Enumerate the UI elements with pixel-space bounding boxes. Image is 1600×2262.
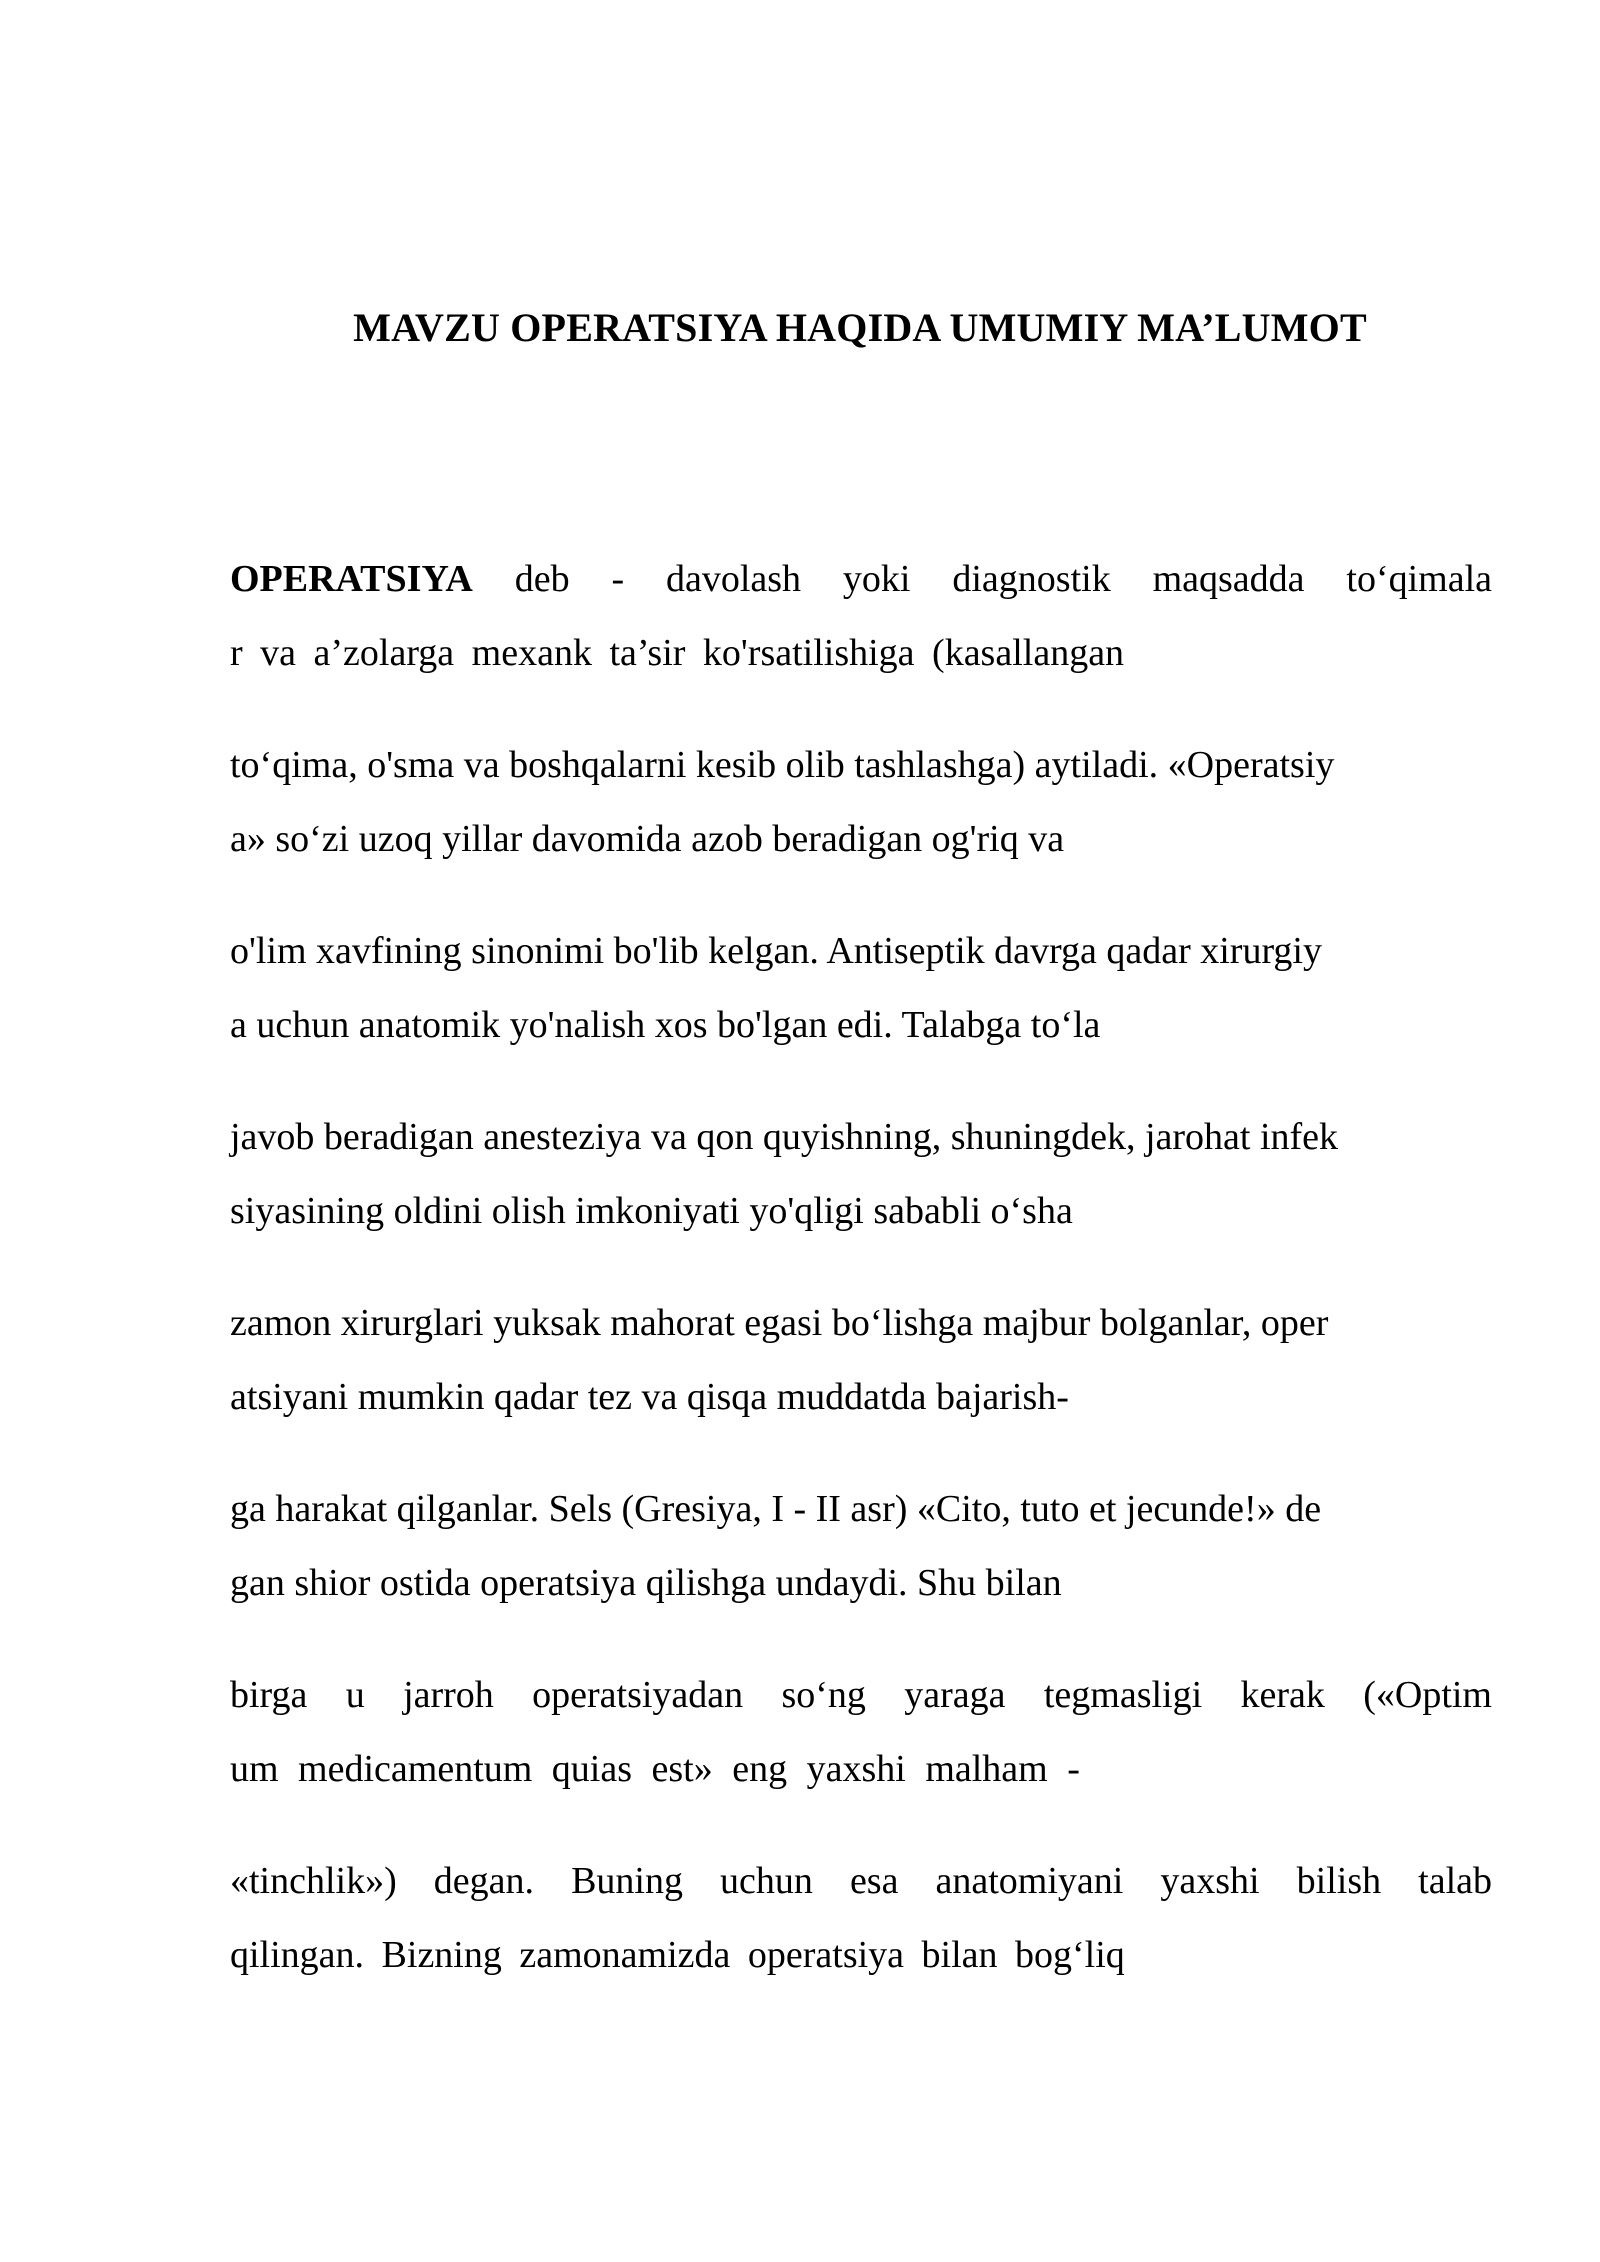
paragraph-line: gan shior ostida operatsiya qilishga undaydi. Shu bilan bbox=[230, 1562, 1062, 1604]
paragraph-line: siyasining oldini olish imkoniyati yo'qligi sababli o‘sha bbox=[230, 1190, 1073, 1232]
paragraph-line bbox=[230, 542, 1492, 616]
paragraph-line: qilingan. Bizning zamonamizda operatsiya bilan bog‘liq bbox=[230, 1934, 1125, 1976]
paragraph-4 bbox=[230, 1100, 1492, 1248]
paragraph-line: to‘qima, o'sma va boshqalarni kesib olib tashlashga) aytiladi. «Operatsiy bbox=[230, 744, 1335, 786]
paragraph-1 bbox=[230, 542, 1492, 690]
paragraph-line: a uchun anatomik yo'nalish xos bo'lgan edi. Talabga to‘la bbox=[230, 1004, 1101, 1046]
paragraph-line: a» so‘zi uzoq yillar davomida azob beradigan og'riq va bbox=[230, 818, 1065, 860]
paragraph-line: birga u jarroh operatsiyadan so‘ng yaraga tegmasligi kerak («Optim bbox=[230, 1674, 1492, 1716]
paragraph-line: javob beradigan anesteziya va qon quyishning, shuningdek, jarohat infek bbox=[230, 1116, 1339, 1158]
paragraph-line: atsiyani mumkin qadar tez va qisqa muddatda bajarish- bbox=[230, 1376, 1069, 1418]
paragraph-3 bbox=[230, 914, 1492, 1062]
paragraph-line: zamon xirurglari yuksak mahorat egasi bo‘lishga majbur bolganlar, oper bbox=[230, 1302, 1329, 1344]
paragraph-8 bbox=[230, 1844, 1492, 1992]
paragraph-2 bbox=[230, 728, 1492, 876]
document-title: MAVZU OPERATSIYA HAQIDA UMUMIY MA’LUMOT bbox=[353, 305, 1367, 350]
paragraph-7 bbox=[230, 1658, 1492, 1806]
paragraph-line: «tinchlik») degan. Buning uchun esa anatomiyani yaxshi bilish talab bbox=[230, 1860, 1492, 1902]
paragraph-line: o'lim xavfining sinonimi bo'lib kelgan. Antiseptik davrga qadar xirurgiy bbox=[230, 930, 1322, 972]
paragraph-5 bbox=[230, 1286, 1492, 1434]
paragraph-line: r va a’zolarga mexank ta’sir ko'rsatilishiga (kasallangan bbox=[230, 632, 1125, 674]
paragraph-line: um medicamentum quias est» eng yaxshi malham - bbox=[230, 1748, 1080, 1790]
document-body bbox=[230, 542, 1492, 2030]
term-operatsiya: OPERATSIYA bbox=[230, 558, 473, 600]
paragraph-line: ga harakat qilganlar. Sels (Gresiya, I - II asr) «Cito, tuto et jecunde!» de bbox=[230, 1488, 1322, 1530]
paragraph-6 bbox=[230, 1472, 1492, 1620]
paragraph-line-text: deb - davolash yoki diagnostik maqsadda to‘qimala bbox=[472, 558, 1492, 600]
